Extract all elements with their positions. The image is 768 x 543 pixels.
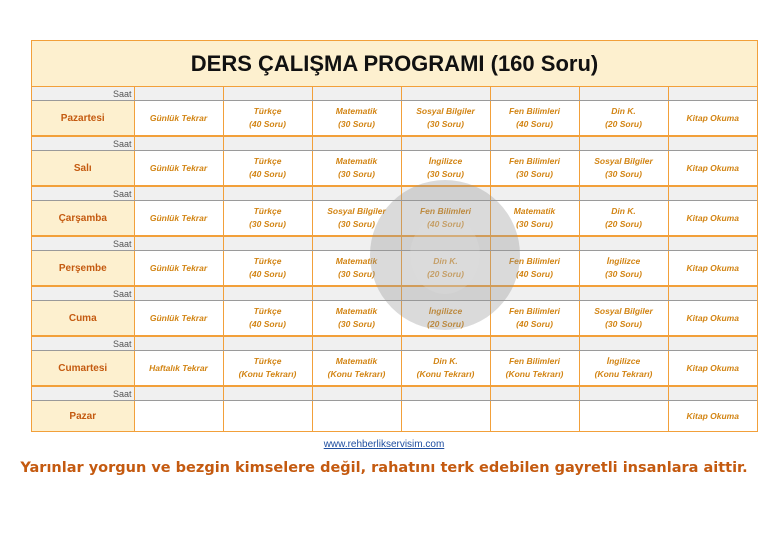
subject-name: Türkçe xyxy=(253,206,282,216)
subject-cell[interactable] xyxy=(490,151,579,187)
saat-label: Saat xyxy=(32,136,134,151)
saat-time-cell[interactable] xyxy=(401,336,490,351)
subject-name: Günlük Tekrar xyxy=(149,262,208,273)
website-link[interactable]: www.rehberlikservisim.com xyxy=(323,439,445,450)
question-count: (30 Soru) xyxy=(338,169,375,179)
subject-name: Din K. xyxy=(611,106,636,116)
question-count: (30 Soru) xyxy=(605,169,642,179)
question-count: (Konu Tekrarı) xyxy=(416,369,475,379)
subject-cell[interactable] xyxy=(312,301,401,337)
saat-time-cell[interactable] xyxy=(579,286,668,301)
saat-time-cell[interactable] xyxy=(223,87,312,101)
subject-cell[interactable] xyxy=(223,251,312,287)
subject-cell[interactable] xyxy=(223,151,312,187)
subject-cell[interactable] xyxy=(490,351,579,387)
subject-cell[interactable] xyxy=(134,301,223,337)
saat-label: Saat xyxy=(32,87,134,101)
saat-time-cell[interactable] xyxy=(312,186,401,201)
saat-time-cell[interactable] xyxy=(312,136,401,151)
subject-cell[interactable] xyxy=(668,251,757,287)
schedule-table xyxy=(32,87,757,431)
subject-name: Kitap Okuma xyxy=(686,112,739,123)
saat-time-cell[interactable] xyxy=(579,236,668,251)
day-row xyxy=(32,201,757,237)
subject-name: Türkçe xyxy=(253,106,282,116)
subject-cell[interactable] xyxy=(401,101,490,137)
subject-cell[interactable] xyxy=(490,401,579,432)
day-row xyxy=(32,151,757,187)
subject-cell[interactable] xyxy=(401,251,490,287)
day-name: Cuma xyxy=(32,301,134,337)
subject-cell[interactable] xyxy=(312,101,401,137)
subject-cell[interactable] xyxy=(490,101,579,137)
day-row xyxy=(32,301,757,337)
question-count: (30 Soru) xyxy=(605,319,642,329)
subject-cell[interactable] xyxy=(312,201,401,237)
question-count: (30 Soru) xyxy=(338,219,375,229)
subject-cell[interactable] xyxy=(401,301,490,337)
saat-label: Saat xyxy=(32,286,134,301)
subject-cell[interactable] xyxy=(668,201,757,237)
subject-cell[interactable] xyxy=(668,101,757,137)
saat-time-cell[interactable] xyxy=(668,136,757,151)
subject-cell[interactable] xyxy=(401,401,490,432)
saat-time-cell[interactable] xyxy=(668,236,757,251)
saat-row xyxy=(32,386,757,401)
subject-cell[interactable] xyxy=(223,201,312,237)
schedule-sheet xyxy=(31,40,758,432)
subject-cell[interactable] xyxy=(223,401,312,432)
saat-time-cell[interactable] xyxy=(668,87,757,101)
saat-time-cell[interactable] xyxy=(579,336,668,351)
subject-name: Türkçe xyxy=(253,156,282,166)
saat-time-cell[interactable] xyxy=(579,87,668,101)
subject-cell[interactable] xyxy=(312,251,401,287)
subject-name: Kitap Okuma xyxy=(686,262,739,273)
saat-time-cell[interactable] xyxy=(312,286,401,301)
question-count: (30 Soru) xyxy=(516,169,553,179)
subject-name: Kitap Okuma xyxy=(686,212,739,223)
subject-name: Fen Bilimleri xyxy=(419,206,471,216)
subject-cell[interactable] xyxy=(668,401,757,432)
saat-time-cell[interactable] xyxy=(668,286,757,301)
day-name: Salı xyxy=(32,151,134,187)
saat-time-cell[interactable] xyxy=(668,186,757,201)
saat-time-cell[interactable] xyxy=(223,136,312,151)
question-count: (40 Soru) xyxy=(249,319,286,329)
question-count: (Konu Tekrarı) xyxy=(238,369,297,379)
saat-time-cell[interactable] xyxy=(490,186,579,201)
question-count: (30 Soru) xyxy=(605,269,642,279)
subject-cell[interactable] xyxy=(490,301,579,337)
subject-name: Matematik xyxy=(335,256,378,266)
saat-time-cell[interactable] xyxy=(579,186,668,201)
subject-name: Fen Bilimleri xyxy=(508,306,560,316)
subject-name: Kitap Okuma xyxy=(686,362,739,373)
subject-name: Kitap Okuma xyxy=(686,410,739,421)
subject-name: İngilizce xyxy=(606,256,641,266)
saat-time-cell[interactable] xyxy=(223,236,312,251)
question-count: (40 Soru) xyxy=(249,169,286,179)
subject-cell[interactable] xyxy=(312,401,401,432)
subject-cell[interactable] xyxy=(134,201,223,237)
subject-name: Kitap Okuma xyxy=(686,162,739,173)
question-count: (30 Soru) xyxy=(427,169,464,179)
saat-label: Saat xyxy=(32,186,134,201)
subject-name: Günlük Tekrar xyxy=(149,212,208,223)
subject-cell[interactable] xyxy=(668,151,757,187)
saat-time-cell[interactable] xyxy=(490,136,579,151)
subject-cell[interactable] xyxy=(490,251,579,287)
subject-name: Fen Bilimleri xyxy=(508,156,560,166)
saat-time-cell[interactable] xyxy=(312,236,401,251)
saat-time-cell[interactable] xyxy=(401,236,490,251)
saat-time-cell[interactable] xyxy=(401,186,490,201)
saat-time-cell[interactable] xyxy=(312,87,401,101)
subject-name: Günlük Tekrar xyxy=(149,112,208,123)
saat-time-cell[interactable] xyxy=(223,286,312,301)
subject-name: Türkçe xyxy=(253,306,282,316)
question-count: (30 Soru) xyxy=(338,119,375,129)
subject-cell[interactable] xyxy=(579,101,668,137)
saat-time-cell[interactable] xyxy=(490,386,579,401)
saat-time-cell[interactable] xyxy=(134,136,223,151)
saat-time-cell[interactable] xyxy=(223,386,312,401)
subject-name: Fen Bilimleri xyxy=(508,356,560,366)
day-name: Perşembe xyxy=(32,251,134,287)
day-name: Pazar xyxy=(32,401,134,432)
saat-time-cell[interactable] xyxy=(134,386,223,401)
saat-time-cell[interactable] xyxy=(223,186,312,201)
subject-name: Din K. xyxy=(611,206,636,216)
subject-name: Din K. xyxy=(433,356,458,366)
question-count: (20 Soru) xyxy=(427,269,464,279)
saat-time-cell[interactable] xyxy=(312,386,401,401)
subject-name: İngilizce xyxy=(428,156,463,166)
question-count: (40 Soru) xyxy=(516,319,553,329)
day-name: Pazartesi xyxy=(32,101,134,137)
question-count: (Konu Tekrarı) xyxy=(594,369,653,379)
saat-time-cell[interactable] xyxy=(490,286,579,301)
saat-row xyxy=(32,336,757,351)
subject-cell[interactable] xyxy=(579,351,668,387)
question-count: (Konu Tekrarı) xyxy=(327,369,386,379)
question-count: (40 Soru) xyxy=(516,119,553,129)
question-count: (20 Soru) xyxy=(605,119,642,129)
saat-time-cell[interactable] xyxy=(134,186,223,201)
saat-time-cell[interactable] xyxy=(134,87,223,101)
saat-label: Saat xyxy=(32,236,134,251)
page-title: DERS ÇALIŞMA PROGRAMI (160 Soru) xyxy=(32,41,757,87)
subject-name: Matematik xyxy=(513,206,556,216)
saat-time-cell[interactable] xyxy=(490,236,579,251)
saat-time-cell[interactable] xyxy=(401,386,490,401)
subject-name: İngilizce xyxy=(606,356,641,366)
subject-name: Günlük Tekrar xyxy=(149,162,208,173)
subject-name: Türkçe xyxy=(253,256,282,266)
saat-label: Saat xyxy=(32,386,134,401)
subject-cell[interactable] xyxy=(312,351,401,387)
question-count: (30 Soru) xyxy=(338,269,375,279)
subject-name: Matematik xyxy=(335,356,378,366)
saat-time-cell[interactable] xyxy=(490,87,579,101)
subject-cell[interactable] xyxy=(579,151,668,187)
motivational-quote: Yarınlar yorgun ve bezgin kimselere değil, rahatını terk edebilen gayretli insanlara aittir. xyxy=(20,460,748,476)
subject-cell[interactable] xyxy=(579,301,668,337)
saat-label: Saat xyxy=(32,336,134,351)
subject-cell[interactable] xyxy=(134,251,223,287)
day-name: Cumartesi xyxy=(32,351,134,387)
subject-name: Kitap Okuma xyxy=(686,312,739,323)
saat-row xyxy=(32,87,757,101)
question-count: (40 Soru) xyxy=(427,219,464,229)
subject-cell[interactable] xyxy=(579,401,668,432)
subject-cell[interactable] xyxy=(579,201,668,237)
saat-time-cell[interactable] xyxy=(401,286,490,301)
saat-row xyxy=(32,186,757,201)
subject-cell[interactable] xyxy=(668,351,757,387)
subject-name: Türkçe xyxy=(253,356,282,366)
subject-cell[interactable] xyxy=(223,351,312,387)
question-count: (20 Soru) xyxy=(427,319,464,329)
subject-name: Fen Bilimleri xyxy=(508,106,560,116)
saat-time-cell[interactable] xyxy=(668,336,757,351)
question-count: (20 Soru) xyxy=(605,219,642,229)
saat-time-cell[interactable] xyxy=(579,136,668,151)
subject-cell[interactable] xyxy=(223,301,312,337)
subject-cell[interactable] xyxy=(668,301,757,337)
saat-time-cell[interactable] xyxy=(312,336,401,351)
subject-name: Sosyal Bilgiler xyxy=(594,306,653,316)
question-count: (30 Soru) xyxy=(338,319,375,329)
saat-time-cell[interactable] xyxy=(134,336,223,351)
subject-name: Matematik xyxy=(335,306,378,316)
question-count: (40 Soru) xyxy=(249,269,286,279)
saat-time-cell[interactable] xyxy=(668,386,757,401)
saat-time-cell[interactable] xyxy=(134,286,223,301)
day-row xyxy=(32,351,757,387)
saat-time-cell[interactable] xyxy=(401,136,490,151)
subject-cell[interactable] xyxy=(401,151,490,187)
day-name: Çarşamba xyxy=(32,201,134,237)
day-row xyxy=(32,251,757,287)
subject-name: Sosyal Bilgiler xyxy=(416,106,475,116)
subject-name: Matematik xyxy=(335,156,378,166)
subject-name: İngilizce xyxy=(428,306,463,316)
subject-name: Fen Bilimleri xyxy=(508,256,560,266)
saat-row xyxy=(32,286,757,301)
subject-cell[interactable] xyxy=(223,101,312,137)
question-count: (30 Soru) xyxy=(516,219,553,229)
day-row xyxy=(32,101,757,137)
subject-cell[interactable] xyxy=(401,351,490,387)
subject-name: Haftalık Tekrar xyxy=(149,362,208,373)
day-row xyxy=(32,401,757,432)
subject-cell[interactable] xyxy=(401,201,490,237)
saat-time-cell[interactable] xyxy=(401,87,490,101)
subject-cell[interactable] xyxy=(312,151,401,187)
saat-row xyxy=(32,236,757,251)
saat-time-cell[interactable] xyxy=(223,336,312,351)
subject-name: Matematik xyxy=(335,106,378,116)
saat-row xyxy=(32,136,757,151)
subject-name: Sosyal Bilgiler xyxy=(594,156,653,166)
saat-time-cell[interactable] xyxy=(490,336,579,351)
subject-name: Sosyal Bilgiler xyxy=(327,206,386,216)
question-count: (30 Soru) xyxy=(249,219,286,229)
subject-name: Günlük Tekrar xyxy=(149,312,208,323)
subject-cell[interactable] xyxy=(134,351,223,387)
question-count: (Konu Tekrarı) xyxy=(505,369,564,379)
subject-cell[interactable] xyxy=(490,201,579,237)
subject-cell[interactable] xyxy=(134,101,223,137)
saat-time-cell[interactable] xyxy=(579,386,668,401)
saat-time-cell[interactable] xyxy=(134,236,223,251)
subject-cell[interactable] xyxy=(134,401,223,432)
subject-cell[interactable] xyxy=(134,151,223,187)
question-count: (30 Soru) xyxy=(427,119,464,129)
subject-cell[interactable] xyxy=(579,251,668,287)
question-count: (40 Soru) xyxy=(516,269,553,279)
question-count: (40 Soru) xyxy=(249,119,286,129)
subject-name: Din K. xyxy=(433,256,458,266)
